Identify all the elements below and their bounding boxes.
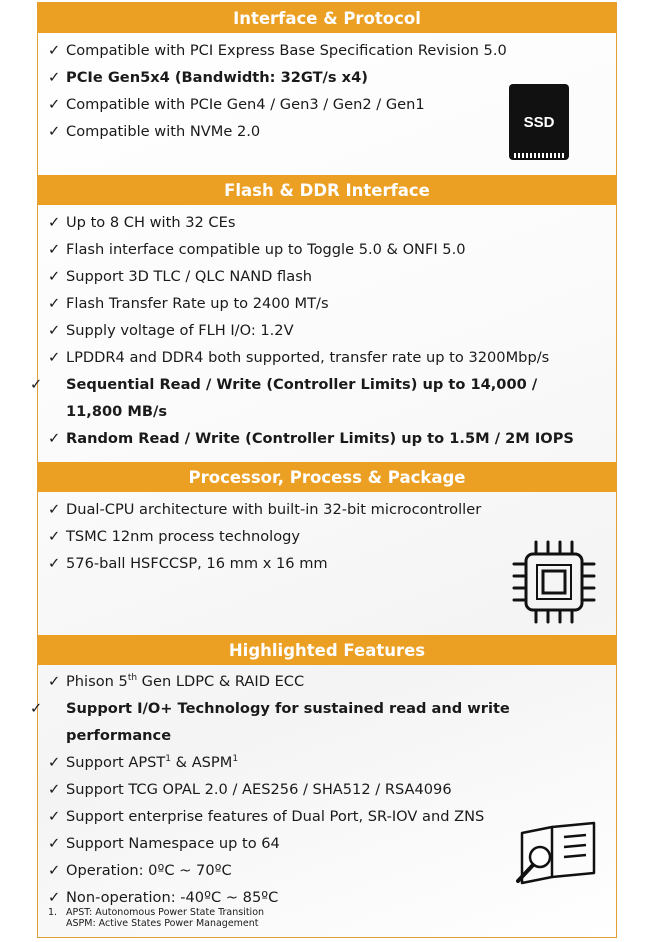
section-flash-ddr [30,175,616,447]
check-icon: ✓ [48,754,61,771]
spec-item: ✓ Supply voltage of FLH I/O: 1.2V [48,317,294,344]
spec-item: ✓ Sequential Read / Write (Controller Limits) up to 14,000 / 11,800 MB/s [48,371,566,425]
check-icon: ✓ [48,781,61,798]
check-icon: ✓ [48,268,61,285]
spec-item: ✓ Compatible with PCIe Gen4 / Gen3 / Gen2 / Gen1 [48,91,425,118]
spec-item: ✓ LPDDR4 and DDR4 both supported, transfer rate up to 3200Mbp/s [48,344,549,371]
section-processor [38,462,616,572]
check-icon: ✓ [48,501,61,518]
check-icon: ✓ [48,69,61,86]
spec-item: ✓ Random Read / Write (Controller Limits) up to 1.5M / 2M IOPS [48,425,574,452]
spec-item: ✓ Dual-CPU architecture with built-in 32-bit microcontroller [48,496,481,523]
spec-item: ✓ Support TCG OPAL 2.0 / AES256 / SHA512 / RSA4096 [48,776,452,803]
check-icon: ✓ [48,430,61,447]
spec-item: ✓ Support APST$^1$ & ASPM$^1$ [48,749,238,776]
ssd-icon [508,83,572,165]
chip-icon [512,540,596,624]
check-icon: ✓ [48,349,61,366]
footnote: 1. APST: Autonomous Power State Transition ASPM: Active States Power Management [48,907,265,929]
check-icon: ✓ [48,241,61,258]
section-title: Processor, Process & Package [38,462,616,492]
section-highlighted-features [30,635,616,929]
check-icon: ✓ [30,376,43,393]
check-icon: ✓ [48,835,61,852]
spec-item: ✓ Compatible with PCI Express Base Specification Revision 5.0 [48,37,507,64]
check-icon: ✓ [48,808,61,825]
check-icon: ✓ [48,673,61,690]
section-title: Highlighted Features [38,635,616,665]
check-icon: ✓ [48,295,61,312]
spec-sheet [30,2,617,938]
check-icon: ✓ [48,528,61,545]
spec-item: ✓ Support I/O+ Technology for sustained read and write performance [48,695,566,749]
spec-item: ✓ Flash Transfer Rate up to 2400 MT/s [48,290,329,317]
spec-item: ✓ Non-operation: -40ºC ~ 85ºC [48,884,278,911]
ssd-icon-label: SSD [523,114,555,131]
section-title: Flash & DDR Interface [38,175,616,205]
check-icon: ✓ [48,214,61,231]
section-interface-protocol [38,3,616,140]
check-icon: ✓ [48,96,61,113]
spec-item: ✓ Support enterprise features of Dual Port, SR-IOV and ZNS [48,803,484,830]
spec-item: ✓ Operation: 0ºC ~ 70ºC [48,857,232,884]
check-icon: ✓ [48,322,61,339]
check-icon: ✓ [48,555,61,572]
spec-item: ✓ Flash interface compatible up to Toggle 5.0 & ONFI 5.0 [48,236,466,263]
check-icon: ✓ [30,700,43,717]
check-icon: ✓ [48,862,61,879]
spec-item: ✓ Compatible with NVMe 2.0 [48,118,260,145]
spec-item: ✓ TSMC 12nm process technology [48,523,300,550]
spec-item: ✓ Up to 8 CH with 32 CEs [48,209,235,236]
check-icon: ✓ [48,889,61,906]
spec-item: ✓ Phison 5th Gen LDPC & RAID ECC [48,668,304,695]
spec-item: ✓ 576-ball HSFCCSP, 16 mm x 16 mm [48,550,328,577]
spec-item: ✓ Support Namespace up to 64 [48,830,280,857]
check-icon: ✓ [48,42,61,59]
spec-item: ✓ PCIe Gen5x4 (Bandwidth: 32GT/s x4) [48,64,368,91]
section-title: Interface & Protocol [38,3,616,33]
spec-item: ✓ Support 3D TLC / QLC NAND flash [48,263,312,290]
document-search-icon [512,821,598,891]
check-icon: ✓ [48,123,61,140]
